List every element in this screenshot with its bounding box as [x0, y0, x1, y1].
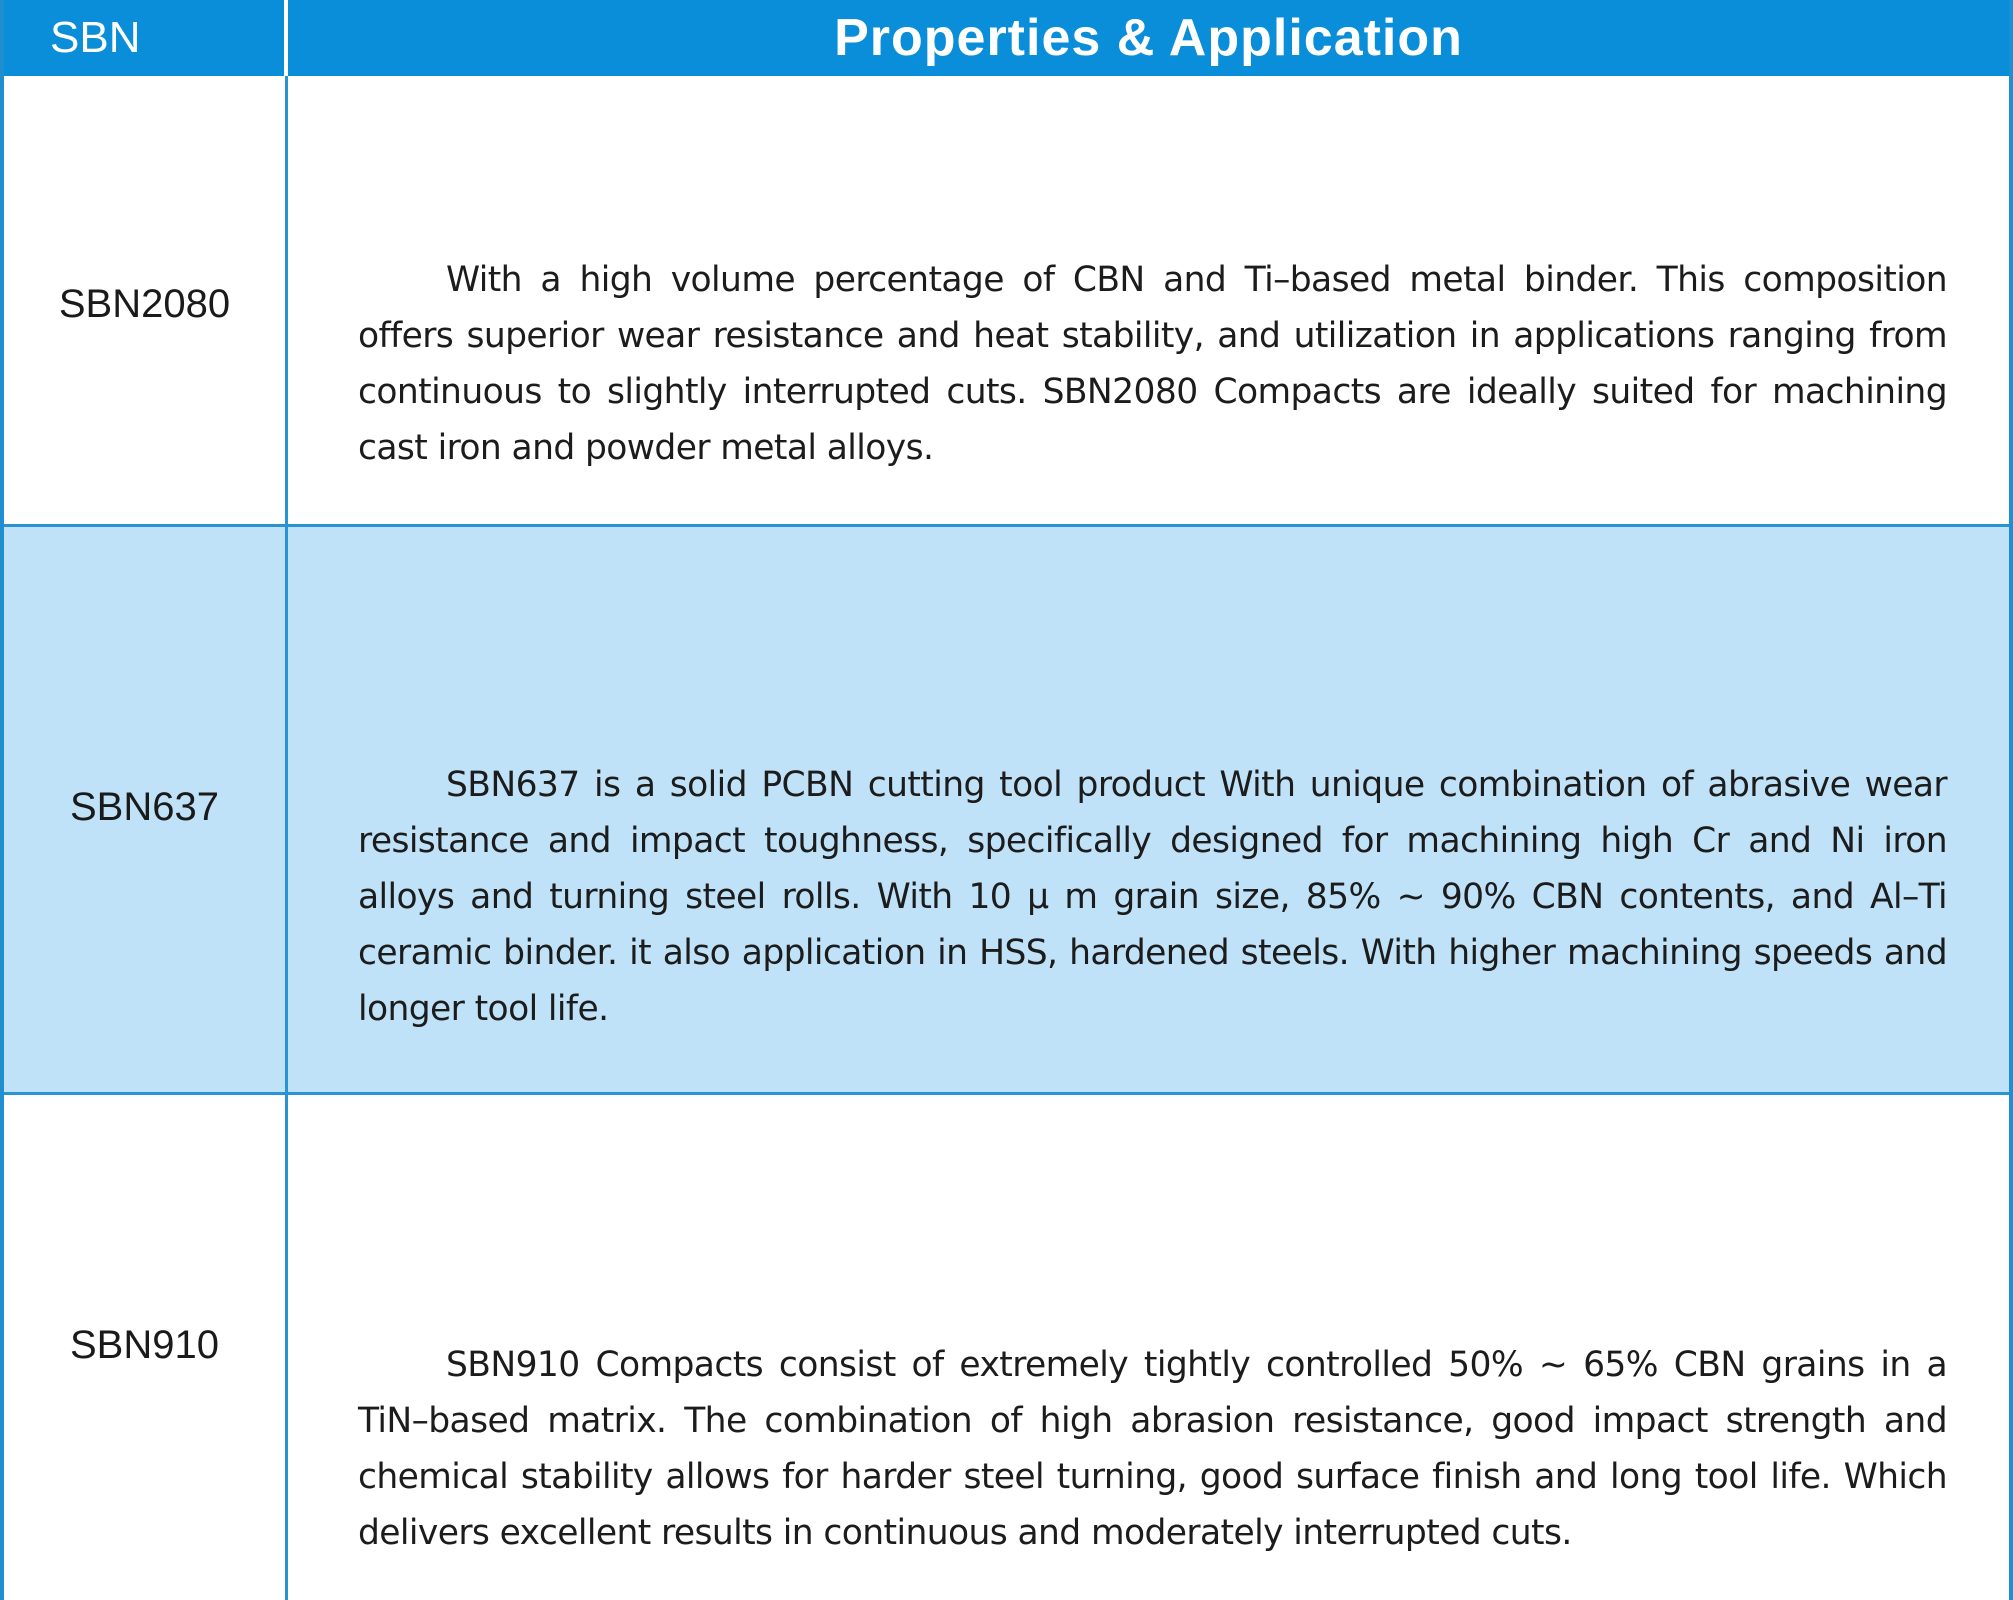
- table-row-sbn910-description-cell: [288, 1095, 2009, 1600]
- table-row-sbn910-code-cell: [4, 1095, 288, 1600]
- grade-description: SBN637 is a solid PCBN cutting tool product With unique combination of abrasive wear resistance and impact toughness, specifically designed for machining high Cr and Ni iron alloys and turning steel rolls. With 10 μ m grain size, 85% ~ 90% CBN contents, and Al–Ti ceramic binder. it also application in HSS, hardened steels. With higher machining speeds and longer tool life.: [358, 765, 1947, 1029]
- grade-code: SBN637: [70, 785, 219, 829]
- grade-description: With a high volume percentage of CBN and Ti–based metal binder. This composition offers superior wear resistance and heat stability, and utilization in applications ranging from continuous to slightly interrupted cuts. SBN2080 Compacts are ideally suited for machining cast iron and powder metal alloys.: [358, 260, 1947, 468]
- grade-description: SBN910 Compacts consist of extremely tightly controlled 50% ~ 65% CBN grains in a TiN–based matrix. The combination of high abrasion resistance, good impact strength and chemical stability allows for harder steel turning, good surface finish and long tool life. Which delivers excellent results in continuous and moderately interrupted cuts.: [358, 1345, 1947, 1553]
- table-row-sbn637-description-cell: [288, 527, 2009, 1095]
- header-properties-application: Properties & Application: [288, 0, 2009, 76]
- table-row-sbn2080-code-cell: [4, 76, 288, 527]
- grade-code: SBN910: [70, 1323, 219, 1367]
- header-sbn: SBN: [4, 0, 288, 76]
- grade-code: SBN2080: [58, 282, 231, 326]
- table-row-sbn2080-description-cell: [288, 76, 2009, 527]
- table-row-sbn637-code-cell: [4, 527, 288, 1095]
